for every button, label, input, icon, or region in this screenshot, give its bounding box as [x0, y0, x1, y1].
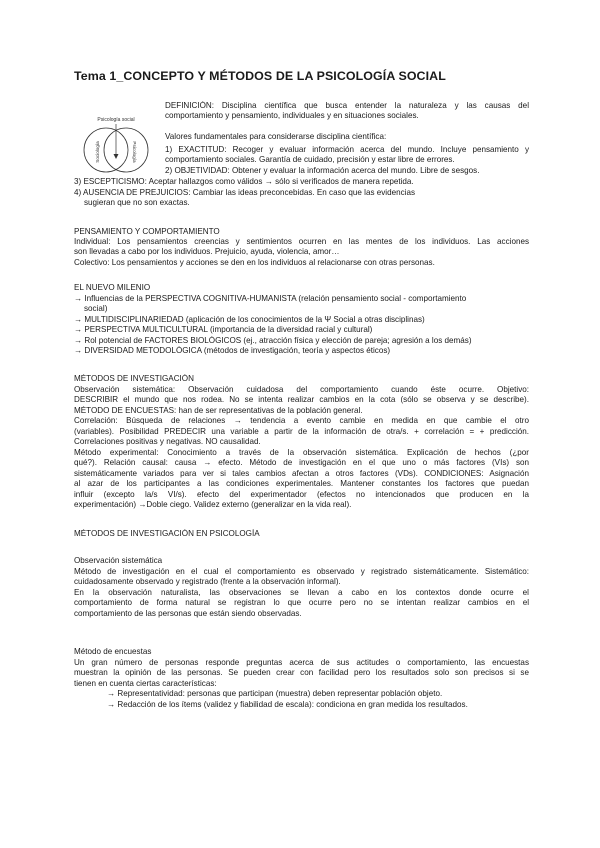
milenio-item-5: → DIVERSIDAD METODOLÓGICA (métodos de investigación, teoría y aspectos éticos)	[74, 346, 391, 355]
observacion-line-1: Método de investigación en el cual el comportamiento es observado y registrado sistemáticamente. Sistemático:	[74, 567, 529, 576]
metodos-line-5: (variables). Posibilidad PREDECIR una variable a partir de la información de otra/s. + correlación = + predicción.	[74, 427, 529, 436]
metodos-line-4: Correlación: Búsqueda de relaciones → tendencia a evento cambie en medida en que cambie el otro	[74, 416, 529, 425]
section-heading-metodos: MÉTODOS DE INVESTIGACIÓN	[74, 374, 194, 383]
venn-arrow-head	[114, 154, 119, 159]
section-heading-milenio: EL NUEVO MILENIO	[74, 283, 151, 292]
encuestas-bullet-2: → Redacción de los ítems (validez y fiabilidad de escala): condiciona en gran medida los resultados.	[107, 700, 468, 709]
pensamiento-individual-cont: son llevadas a cabo por los individuos. Prejuicio, ayuda, violencia, amor…	[74, 247, 340, 256]
metodos-line-1: Observación sistemática: Observación cuidadosa del comportamiento cuando éste ocurre. Objetivo:	[74, 385, 529, 394]
encuestas-line-1: Un gran número de personas responde preguntas acerca de sus actitudes o comportamiento, las encuestas	[74, 658, 529, 667]
values-intro: Valores fundamentales para considerarse disciplina científica:	[165, 132, 387, 141]
encuestas-bullet-1: → Representatividad: personas que participan (muestra) deben representar población objeto.	[107, 689, 443, 698]
metodos-line-11: influir (excepto la/s VI/s). efecto del experimentador (efectos no intencionados que producen en la	[74, 490, 529, 499]
value-escepticismo: 3) ESCEPTICISMO: Aceptar hallazgos como válidos → sólo si verificados de manera repetida.	[74, 177, 414, 186]
encuestas-line-2: muestran la opinión de las personas. Se pueden crear con facilidad pero los resultados solo son precisos si se	[74, 668, 529, 677]
section-heading-metodos-psicologia: MÉTODOS DE INVESTIGACIÓN EN PSICOLOGÍA	[74, 529, 260, 538]
metodos-line-3: MÉTODO DE ENCUESTAS: han de ser representativas de la población general.	[74, 406, 363, 415]
psychology-circle	[104, 128, 148, 172]
sociology-circle	[84, 128, 128, 172]
section-heading-pensamiento: PENSAMIENTO Y COMPORTAMIENTO	[74, 227, 220, 236]
observacion-line-5: comportamiento de las personas que están siendo observadas.	[74, 609, 302, 618]
metodos-line-6: Correlaciones positivas y negativas. NO causalidad.	[74, 437, 261, 446]
page-title: Tema 1_CONCEPTO Y MÉTODOS DE LA PSICOLOGÍA SOCIAL	[74, 69, 446, 83]
encuestas-line-3: tienen en cuenta ciertas características:	[74, 679, 217, 688]
venn-diagram	[80, 112, 152, 178]
value-objetividad: 2) OBJETIVIDAD: Obtener y evaluar la información acerca del mundo. Libre de sesgos.	[165, 166, 480, 175]
value-exactitud-cont: comportamiento sociales. Garantía de cuidado, precisión y estar libre de errores.	[165, 155, 455, 164]
value-prejuicios-cont: sugieran que no son exactas.	[84, 198, 190, 207]
subheading-encuestas: Método de encuestas	[74, 647, 152, 656]
milenio-item-2: → MULTIDISCIPLINARIEDAD (aplicación de los conocimientos de la Ψ Social a otras disciplinas)	[74, 315, 425, 324]
milenio-item-1-cont: social)	[84, 304, 108, 313]
milenio-item-3: → PERSPECTIVA MULTICULTURAL (importancia de la diversidad racial y cultural)	[74, 325, 373, 334]
metodos-line-2: DESCRIBIR el mundo que nos rodea. No se intenta realizar cambios en la cota (sólo se observa y se describe).	[74, 395, 529, 404]
venn-left-label: Sociología	[95, 141, 100, 163]
metodos-line-8: qué?). Relación causal: causa → efecto. Método de investigación en el que uno o más factores (VIs) son	[74, 458, 529, 467]
metodos-line-10: al azar de los participantes a las condiciones experimentales. Mantener constantes los factores que puedan	[74, 479, 529, 488]
pensamiento-colectivo: Colectivo: Los pensamientos y acciones se den en los individuos al relacionarse con otras personas.	[74, 258, 435, 267]
venn-right-label: Psicología	[132, 141, 137, 163]
observacion-line-2: cuidadosamente observado y registrado (frente a la observación informal).	[74, 577, 341, 586]
definition-line-1: DEFINICIÓN: Disciplina científica que busca entender la naturaleza y las causas del	[165, 101, 529, 110]
observacion-line-4: comportamiento de forma natural se registran lo que ocurre pero no se intentan realizar cambios en el	[74, 598, 529, 607]
metodos-line-12: experimentación) →Doble ciego. Validez externo (generalizar en la vida real).	[74, 500, 352, 509]
venn-top-label: Psicología social	[97, 117, 135, 123]
observacion-line-3: En la observación naturalista, las observaciones se llevan a cabo en los contextos donde ocurre el	[74, 588, 529, 597]
definition-line-2: comportamiento y pensamiento, individuales y en situaciones sociales.	[165, 111, 419, 120]
milenio-item-4: → Rol potencial de FACTORES BIOLÓGICOS (ej., atracción física y elección de pareja; agresión a los demás)	[74, 336, 472, 345]
value-prejuicios: 4) AUSENCIA DE PREJUICIOS: Cambiar las ideas preconcebidas. En caso que las evidencias	[74, 188, 415, 197]
value-exactitud: 1) EXACTITUD: Recoger y evaluar información acerca del mundo. Incluye pensamiento y	[165, 145, 529, 154]
metodos-line-9: sistemáticamente variados para ver si tales cambios afectan a otros factores (VDs). CONDICIONES: Asignación	[74, 469, 529, 478]
metodos-line-7: Método experimental: Conocimiento a través de la observación sistemática. Explicación de hechos (¿por	[74, 448, 529, 457]
pensamiento-individual: Individual: Los pensamientos creencias y sentimientos ocurren en las mentes de los individuos. Las acciones	[74, 237, 529, 246]
milenio-item-1: → Influencias de la PERSPECTIVA COGNITIVA-HUMANISTA (relación pensamiento social - comportamiento	[74, 294, 467, 303]
subheading-observacion: Observación sistemática	[74, 556, 163, 565]
